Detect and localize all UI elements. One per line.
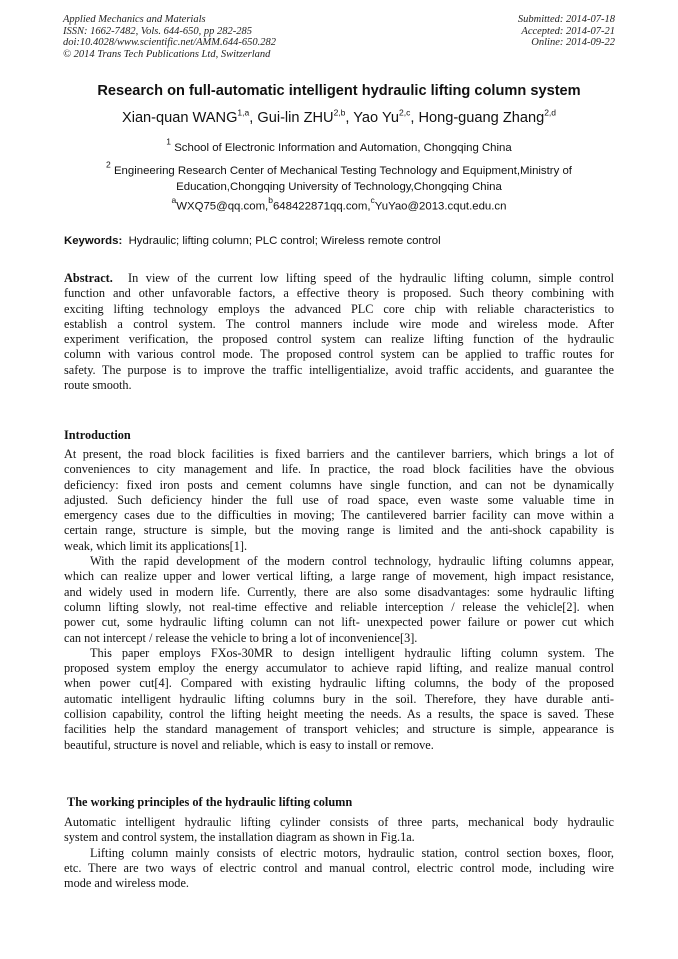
text-line: experiment verification, the proposed control system can realize lifting function of the hydraulic <box>64 332 614 347</box>
text-line: column lifting slowly, not real-time effective and reliable interception / release the vehicle[2]. when <box>64 599 614 614</box>
keywords <box>64 235 624 247</box>
keywords-text: Hydraulic; lifting column; PLC control; Wireless remote control <box>128 235 441 247</box>
text-line: establish a control system. The control manners include wire mode and wireless mode. After <box>64 316 614 331</box>
text-line: route smooth. <box>64 378 132 393</box>
keywords-label: Keywords: <box>64 235 123 247</box>
text-line: Automatic intelligent hydraulic lifting cylinder consists of three parts, mechanical body hydraulic <box>64 815 614 829</box>
text-line: beautiful, structure is novel and reliable, which is easy to install or remove. <box>64 737 434 752</box>
text-line: proposed system employ the energy accumulator to achieve rapid lifting, and realize manual control <box>64 661 614 676</box>
section-heading-introduction: Introduction <box>64 428 131 442</box>
online-date: Online: 2014-09-22 <box>531 37 615 48</box>
journal-copyright: © 2014 Trans Tech Publications Ltd, Switzerland <box>63 48 271 60</box>
affiliation-text: Education,Chongqing University of Technology,Chongqing China <box>176 180 502 193</box>
journal-info <box>63 14 276 60</box>
text-line: With the rapid development of the modern control technology, hydraulic lifting columns appear, <box>90 554 614 569</box>
text-line: mode and wireless mode. <box>64 876 189 891</box>
affiliation-1 <box>50 136 628 157</box>
text-line: deficiency: fixed iron posts and cement columns have single function, and can not be dynamically <box>64 477 614 492</box>
email-link[interactable]: YuYao@2013.cqut.edu.cn <box>374 200 507 213</box>
working-principles-body <box>64 815 614 891</box>
text-line: This paper employs FXos-30MR to design intelligent hydraulic lifting column system. The <box>90 645 614 660</box>
accepted-date: Accepted: 2014-07-21 <box>521 25 615 37</box>
author: Gui-lin ZHU$^{2,b}$, <box>257 107 354 126</box>
text-line: system and control system, the installation diagram as shown in Fig.1a. <box>64 830 415 845</box>
publication-dates <box>518 14 615 49</box>
text-line: column with various control mode. The proposed control system can be applied to traffic routes for <box>64 347 614 362</box>
text-line: etc. There are two ways of electric control and manual control, electric control mode, including wire <box>64 860 614 875</box>
author: Yao Yu$^{2,c}$, <box>353 107 419 126</box>
text-line: At present, the road block facilities is fixed barriers and the cantilever barriers, which brings a lot of <box>64 447 614 461</box>
section-heading-working-principles: The working principles of the hydraulic lifting column <box>67 795 353 809</box>
email-link[interactable]: WXQ75@qq.com, <box>176 200 269 213</box>
text-line: safety. The purpose is to improve the traffic intelligentialize, avoid traffic accidents, and guarantee the <box>64 362 614 377</box>
text-line: certain range, structure is simple, but the moving range is limited and the anti-shock capability is <box>64 523 614 538</box>
author-list <box>40 107 638 126</box>
text-line: weak, which limit its applications[1]. <box>64 538 248 553</box>
affiliation-text: Engineering Research Center of Mechanical Testing Technology and Equipment,Ministry of <box>113 165 572 177</box>
text-line: when power cut[4]. Compared with existing hydraulic lifting columns, the body of the proposed <box>64 676 614 691</box>
journal-name: Applied Mechanics and Materials <box>63 14 206 25</box>
text-line: exciting lifting technology employs the advanced PLC core chip with reliable characteristics to <box>64 301 614 316</box>
text-line: facilities help the standard management of transport vehicles; and structure is simple, appearance is <box>64 722 614 737</box>
text-line: conveniences to city management and life. In practice, the road block facilities have the obvious <box>64 462 614 477</box>
text-line: function and other unfavorable factors, a effective theory is proposed. Such theory combining with <box>64 286 614 301</box>
affiliation-2 <box>50 159 628 195</box>
text-line: automatic intelligent hydraulic lifting columns bury in the soil. Therefore, they have durable anti- <box>64 691 614 706</box>
journal-issn: ISSN: 1662-7482, Vols. 644-650, pp 282-285 <box>63 25 252 37</box>
email-link[interactable]: 648422871qq.com, <box>272 200 371 213</box>
author: Xian-quan WANG$^{1,a}$, <box>121 107 258 126</box>
text-line: and widely used in modern life. Currently, there are also some disadvantages: some hydraulic lifting <box>64 584 614 599</box>
author: Hong-guang Zhang$^{2,d}$ <box>418 107 557 126</box>
text-line: emergency cases due to the difficulties in moving; The cantilevered barrier facility can move within a <box>64 508 614 523</box>
text-line: Lifting column mainly consists of electric motors, hydraulic station, control section boxes, floor, <box>90 845 614 860</box>
submitted-date: Submitted: 2014-07-18 <box>517 14 615 25</box>
text-line: which can realize upper and lower vertical lifting, a large range of movement, high impact resistance, <box>64 569 614 584</box>
affiliation-marker: 2 <box>106 159 111 170</box>
author-emails: $^a$WXQ75@qq.com,$^b$648422871qq.com,$^c$YuYao@2013.cqut.edu.cn <box>171 195 507 213</box>
abstract: Abstract. In view of the current low lifting speed of the hydraulic lifting column, simple control function and other unfavorable factors, a effective theory is proposed. Such theory combining with exciting lifting technology employs the advanced PLC core chip with reliable characteristics to establish a control system. The control manners include wire mode and wireless mode. After experiment verification, the proposed control system can realize lifting function of the hydraulic column with various control mode. The proposed control system can be applied to traffic routes for safety. The purpose is to improve the traffic intelligentialize, avoid traffic accidents, and guarantee the route smooth. <box>64 271 614 393</box>
text-line: collision capability, control the lifting height meeting the needs. As a results, the space is saved. These <box>64 707 614 722</box>
affiliation-text: School of Electronic Information and Automation, Chongqing China <box>174 142 512 154</box>
affiliation-marker: 1 <box>166 136 172 147</box>
text-line: power cut, some hydraulic lifting column can not lift- unexpected power failure or power cut which <box>64 615 614 630</box>
paper-title: Research on full-automatic intelligent hydraulic lifting column system <box>97 83 581 99</box>
abstract-label: Abstract. <box>64 271 113 285</box>
text-line: adjusted. Such deficiency hinder the full use of road space, even waste some valuable time in <box>64 492 614 507</box>
text-line: can not intercept / release the vehicle to bring a lot of inconvenience[3]. <box>64 630 418 645</box>
journal-doi: doi:10.4028/www.scientific.net/AMM.644-650.282 <box>63 37 276 48</box>
introduction-body <box>64 447 614 753</box>
